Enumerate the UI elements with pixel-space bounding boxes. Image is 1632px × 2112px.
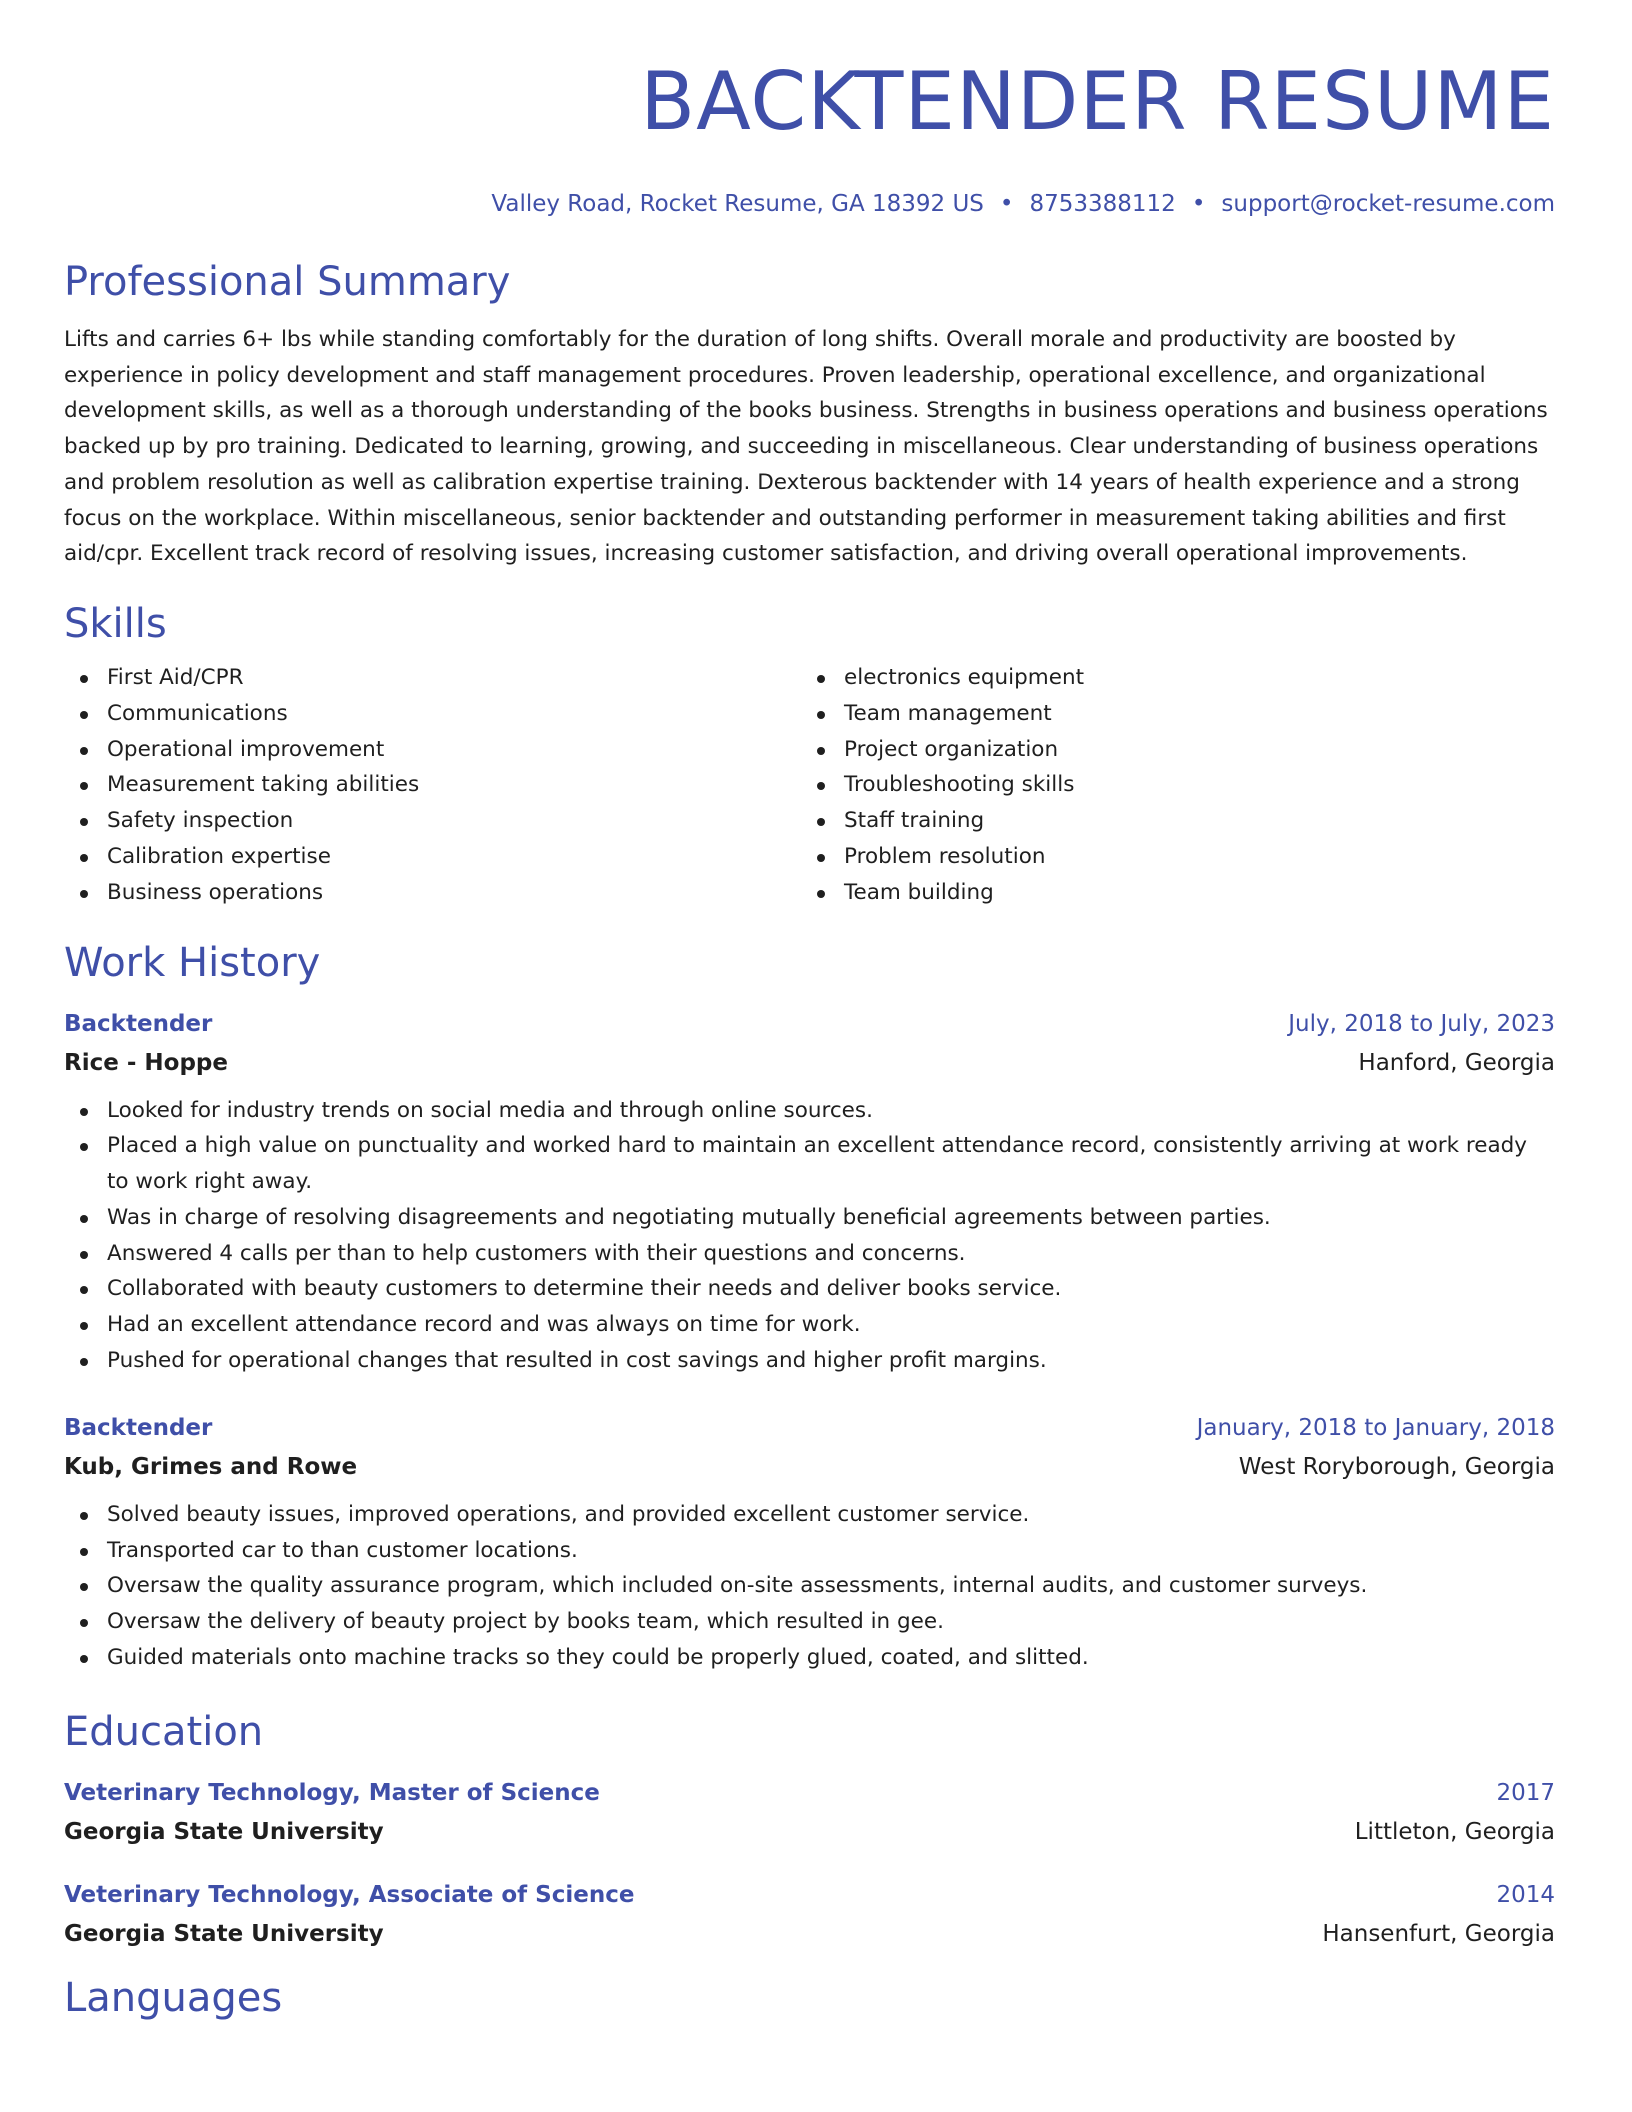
skills-list-left bbox=[64, 660, 801, 911]
job-duty-item: Had an excellent attendance record and was always on time for work. bbox=[64, 1307, 1555, 1343]
job-dates: July, 2018 to July, 2023 bbox=[1288, 1010, 1555, 1037]
education-school-row bbox=[64, 1812, 1555, 1852]
skills-list-right bbox=[801, 660, 1538, 911]
resume-header bbox=[64, 0, 1555, 220]
job-role: Backtender bbox=[64, 1414, 213, 1441]
contact-address: Valley Road, Rocket Resume, GA 18392 US bbox=[491, 191, 984, 217]
job-title-row bbox=[64, 1005, 1555, 1043]
job-duty-item: Guided materials onto machine tracks so they could be properly glued, coated, and slitted. bbox=[64, 1640, 1555, 1676]
skills-columns bbox=[64, 660, 1555, 911]
education-year: 2017 bbox=[1496, 1779, 1555, 1806]
job-role: Backtender bbox=[64, 1010, 213, 1037]
contact-separator: • bbox=[999, 191, 1014, 217]
skills-section bbox=[64, 598, 1555, 911]
skill-item: Calibration expertise bbox=[64, 839, 801, 875]
contact-line bbox=[64, 188, 1555, 220]
education-degree: Veterinary Technology, Associate of Science bbox=[64, 1881, 635, 1908]
job-duty-item: Answered 4 calls per than to help customers with their questions and concerns. bbox=[64, 1236, 1555, 1272]
education-school: Georgia State University bbox=[64, 1818, 384, 1845]
job-company-row bbox=[64, 1447, 1555, 1487]
resume-title: BACKTENDER RESUME bbox=[640, 55, 1555, 148]
job-location: West Roryborough, Georgia bbox=[1238, 1453, 1555, 1480]
education-year: 2014 bbox=[1496, 1881, 1555, 1908]
skill-item: Troubleshooting skills bbox=[801, 767, 1538, 803]
skill-item: electronics equipment bbox=[801, 660, 1538, 696]
job-company: Rice - Hoppe bbox=[64, 1049, 228, 1076]
job-duty-item: Solved beauty issues, improved operations, and provided excellent customer service. bbox=[64, 1497, 1555, 1533]
skill-item: Operational improvement bbox=[64, 732, 801, 768]
job-duty-item: Collaborated with beauty customers to determine their needs and deliver books service. bbox=[64, 1271, 1555, 1307]
skill-item: Project organization bbox=[801, 732, 1538, 768]
resume-page bbox=[64, 0, 1555, 2024]
job-location: Hanford, Georgia bbox=[1358, 1049, 1555, 1076]
contact-email[interactable]: support@rocket-resume.com bbox=[1221, 191, 1555, 217]
education-location: Littleton, Georgia bbox=[1354, 1818, 1555, 1845]
education-section bbox=[64, 1706, 1555, 1954]
job-duty-item: Oversaw the delivery of beauty project by books team, which resulted in gee. bbox=[64, 1604, 1555, 1640]
education-degree: Veterinary Technology, Master of Science bbox=[64, 1779, 600, 1806]
skill-item: Communications bbox=[64, 696, 801, 732]
skill-item: Measurement taking abilities bbox=[64, 767, 801, 803]
education-location: Hansenfurt, Georgia bbox=[1322, 1920, 1555, 1947]
job-company-row bbox=[64, 1043, 1555, 1083]
skill-item: Business operations bbox=[64, 875, 801, 911]
skill-item: Problem resolution bbox=[801, 839, 1538, 875]
job-duties-list bbox=[64, 1497, 1555, 1676]
skill-item: Team management bbox=[801, 696, 1538, 732]
job-title-row bbox=[64, 1409, 1555, 1447]
job-dates: January, 2018 to January, 2018 bbox=[1196, 1414, 1555, 1441]
education-entry bbox=[64, 1876, 1555, 1954]
job-company: Kub, Grimes and Rowe bbox=[64, 1453, 358, 1480]
work-history-heading: Work History bbox=[64, 939, 321, 986]
job-duty-item: Oversaw the quality assurance program, which included on-site assessments, internal audits, and customer surveys. bbox=[64, 1568, 1555, 1604]
contact-separator: • bbox=[1191, 191, 1206, 217]
job-entry bbox=[64, 1409, 1555, 1676]
job-duties-list bbox=[64, 1093, 1555, 1379]
skill-item: Safety inspection bbox=[64, 803, 801, 839]
job-duty-item: Pushed for operational changes that resulted in cost savings and higher profit margins. bbox=[64, 1343, 1555, 1379]
job-entry bbox=[64, 1005, 1555, 1379]
languages-section bbox=[64, 1972, 1555, 2024]
summary-heading: Professional Summary bbox=[64, 259, 511, 305]
education-degree-row bbox=[64, 1774, 1555, 1812]
job-duty-item: Looked for industry trends on social media and through online sources. bbox=[64, 1093, 1555, 1129]
languages-heading: Languages bbox=[64, 1974, 283, 2021]
education-school: Georgia State University bbox=[64, 1920, 384, 1947]
skill-item: Team building bbox=[801, 875, 1538, 911]
job-duty-item: Was in charge of resolving disagreements and negotiating mutually beneficial agreements between parties. bbox=[64, 1200, 1555, 1236]
summary-section bbox=[64, 256, 1555, 572]
skill-item: Staff training bbox=[801, 803, 1538, 839]
education-school-row bbox=[64, 1914, 1555, 1954]
education-degree-row bbox=[64, 1876, 1555, 1914]
summary-text: Lifts and carries 6+ lbs while standing comfortably for the duration of long shifts. Overall morale and productivity are boosted by experience in policy development and staff management procedures. Proven leadership, operational excellence, and organizational development skills, as well as a thorough understanding of the books business. Strengths in business operations and business operations backed up by pro training. Dedicated to learning, growing, and succeeding in miscellaneous. Clear understanding of business operations and problem resolution as well as calibration expertise training. Dexterous backtender with 14 years of health experience and a strong focus on the workplace. Within miscellaneous, senior backtender and outstanding performer in measurement taking abilities and first aid/cpr. Excellent track record of resolving issues, increasing customer satisfaction, and driving overall operational improvements. bbox=[64, 327, 1548, 567]
job-duty-item: Placed a high value on punctuality and worked hard to maintain an excellent attendance record, consistently arriving at work ready to work right away. bbox=[64, 1128, 1555, 1200]
skill-item: First Aid/CPR bbox=[64, 660, 801, 696]
work-history-section bbox=[64, 937, 1555, 1676]
skills-heading: Skills bbox=[64, 600, 167, 647]
education-heading: Education bbox=[64, 1708, 264, 1755]
contact-phone: 8753388112 bbox=[1029, 191, 1176, 217]
job-duty-item: Transported car to than customer locations. bbox=[64, 1533, 1555, 1569]
education-entry bbox=[64, 1774, 1555, 1852]
